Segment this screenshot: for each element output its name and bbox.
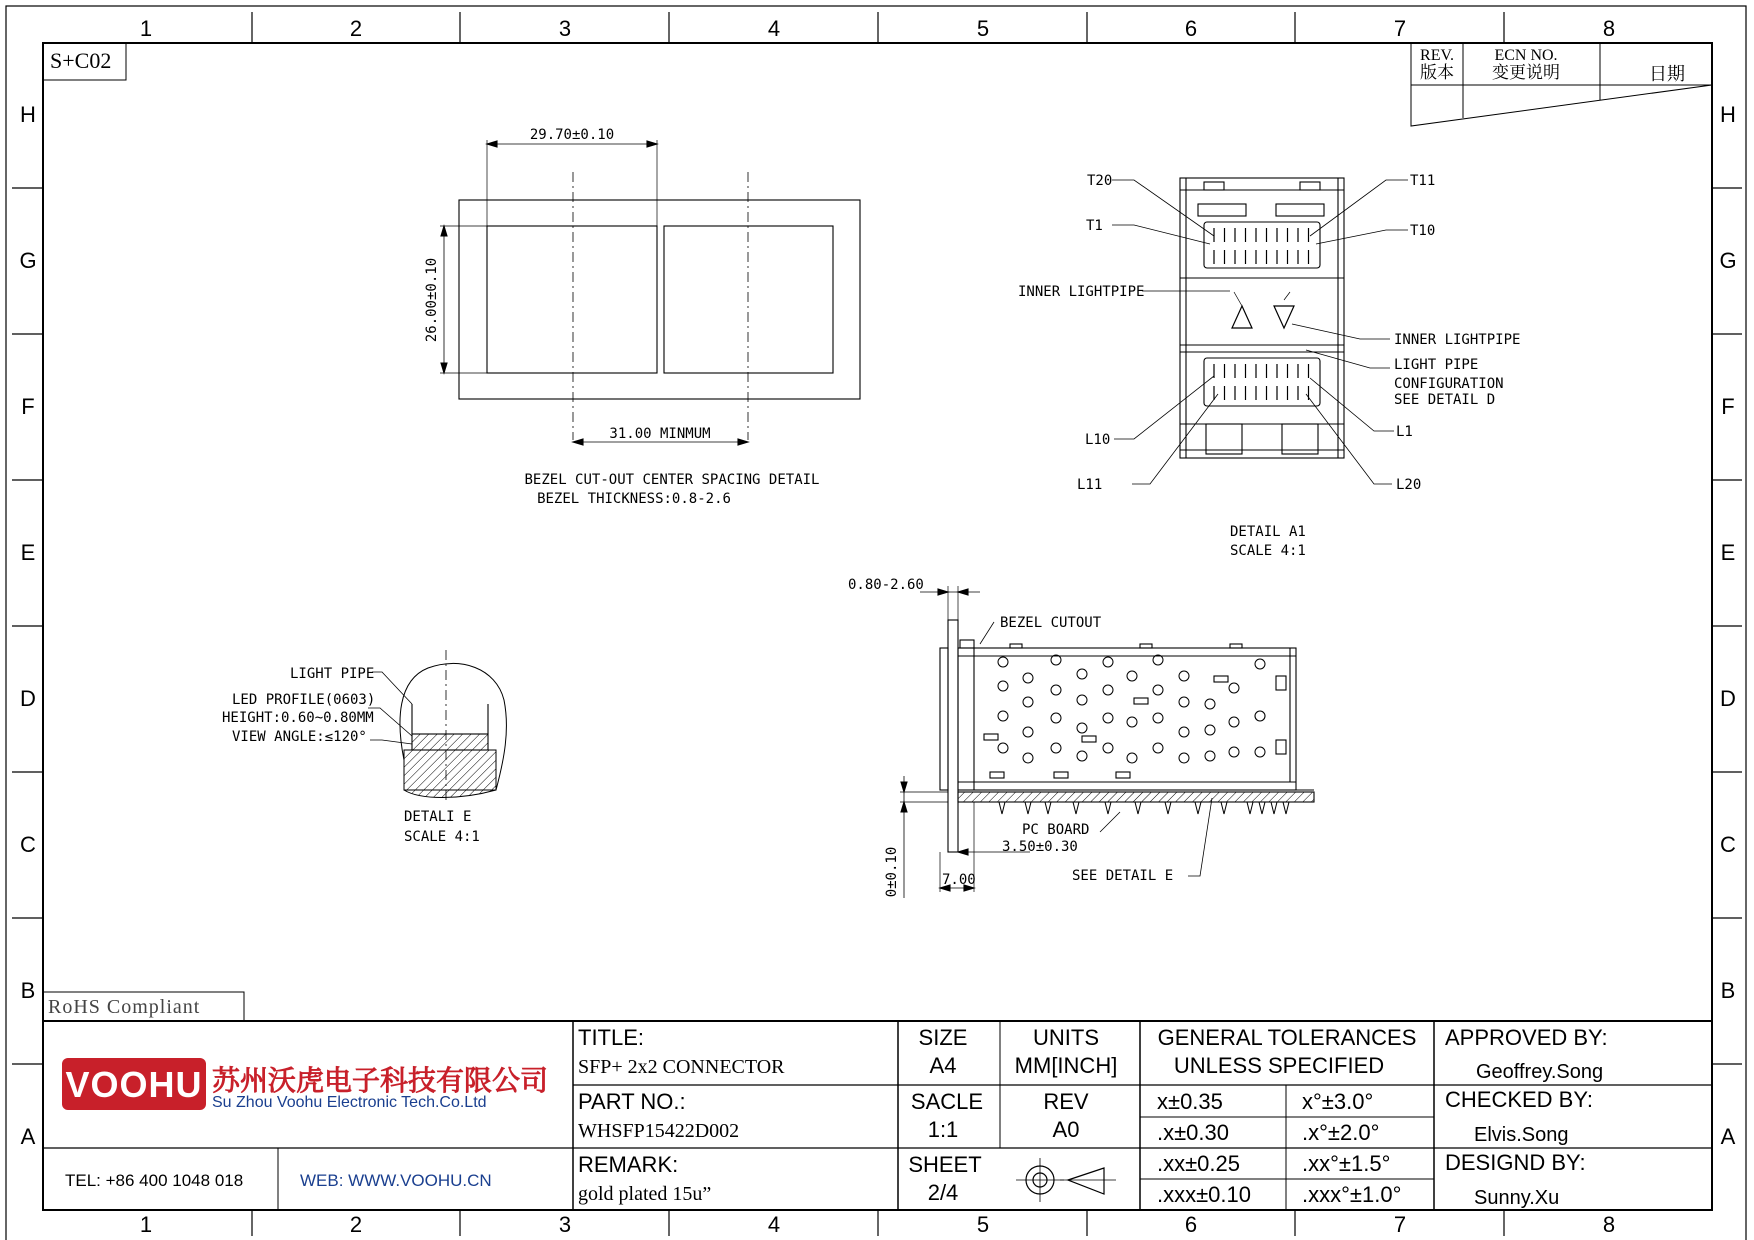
checked-label: CHECKED BY: bbox=[1445, 1087, 1593, 1112]
row-label: D bbox=[20, 686, 36, 711]
vent-hole bbox=[1077, 723, 1087, 733]
tolerance-cell: .xx°±1.5° bbox=[1302, 1151, 1391, 1176]
see-detail-e: SEE DETAIL E bbox=[1072, 868, 1174, 884]
col-label: 5 bbox=[976, 16, 990, 41]
press-fit-pin bbox=[1195, 802, 1201, 814]
tolerance-cell: x°±3.0° bbox=[1302, 1089, 1374, 1114]
ecn-label: ECN NO. bbox=[1494, 47, 1558, 64]
light-pipe-label: LIGHT PIPE bbox=[290, 666, 375, 682]
corner-tag: S+C02 bbox=[50, 48, 112, 73]
tolerance-cell: .x±0.30 bbox=[1157, 1120, 1230, 1145]
led-profile-label: LED PROFILE(0603) bbox=[232, 692, 376, 708]
outer-border bbox=[6, 6, 1746, 1240]
vent-hole bbox=[1023, 673, 1033, 683]
vent-hole bbox=[1153, 713, 1163, 723]
title-label: TITLE: bbox=[578, 1025, 645, 1050]
detail-e-scale: SCALE 4:1 bbox=[404, 829, 480, 845]
press-fit-pin bbox=[999, 802, 1005, 814]
scale-label: SACLE bbox=[910, 1089, 984, 1114]
row-label: A bbox=[20, 1124, 36, 1149]
light-pipe-config-2: CONFIGURATION bbox=[1394, 376, 1504, 392]
approved-value: Geoffrey.Song bbox=[1476, 1061, 1604, 1083]
vent-hole bbox=[1103, 685, 1113, 695]
checked-value: Elvis.Song bbox=[1474, 1124, 1569, 1146]
col-label: 1 bbox=[139, 16, 153, 41]
company-web[interactable]: WEB: WWW.VOOHU.CN bbox=[300, 1171, 492, 1190]
tolerance-cell: .x°±2.0° bbox=[1302, 1120, 1380, 1145]
bezel-spacing-dim: 31.00 MINMUM bbox=[609, 426, 711, 442]
partno-label: PART NO.: bbox=[578, 1089, 686, 1114]
press-fit-pin bbox=[1105, 802, 1111, 814]
upper-top-pins bbox=[1214, 228, 1309, 242]
press-fit-pin bbox=[1221, 802, 1227, 814]
vent-hole bbox=[1103, 657, 1113, 667]
col-label: 8 bbox=[1602, 16, 1616, 41]
vent-hole bbox=[998, 681, 1008, 691]
vent-hole bbox=[998, 657, 1008, 667]
vent-hole bbox=[1205, 725, 1215, 735]
lower-top-pins bbox=[1214, 364, 1309, 378]
rev-label: REV bbox=[1043, 1089, 1089, 1114]
title-block-labels bbox=[578, 1025, 1608, 1209]
vent-hole bbox=[1077, 669, 1087, 679]
revision-block bbox=[1411, 43, 1712, 126]
pin-label-t20: T20 bbox=[1087, 173, 1113, 189]
vent-hole bbox=[1077, 751, 1087, 761]
light-pipe-config-3: SEE DETAIL D bbox=[1394, 392, 1496, 408]
detail-e-caption: DETALI E bbox=[404, 809, 472, 825]
title-value: SFP+ 2x2 CONNECTOR bbox=[578, 1056, 785, 1078]
side-view-labels bbox=[848, 577, 1173, 897]
lower-bottom-pins bbox=[1214, 386, 1309, 400]
rev-label-cn: 版本 bbox=[1420, 63, 1454, 82]
press-fit-pin bbox=[1259, 802, 1265, 814]
col-label: 6 bbox=[1184, 16, 1198, 41]
col-label: 2 bbox=[349, 1212, 363, 1237]
row-label: E bbox=[1720, 540, 1736, 565]
company-name-cn: 苏州沃虎电子科技有限公司 bbox=[212, 1065, 549, 1096]
designed-value: Sunny.Xu bbox=[1474, 1187, 1560, 1209]
row-label: B bbox=[20, 978, 36, 1003]
company-name-en: Su Zhou Voohu Electronic Tech.Co.Ltd bbox=[212, 1094, 487, 1111]
remark-value: gold plated 15u” bbox=[578, 1183, 712, 1205]
row-label: D bbox=[1720, 686, 1736, 711]
vent-hole bbox=[1153, 743, 1163, 753]
col-label: 2 bbox=[349, 16, 363, 41]
pin-label-l20: L20 bbox=[1396, 477, 1422, 493]
row-label: G bbox=[19, 248, 37, 273]
bezel-thickness-dim: 0.80-2.60 bbox=[848, 577, 924, 593]
vent-hole bbox=[1051, 713, 1061, 723]
column-ticks bbox=[12, 12, 1742, 1236]
vent-hole bbox=[1023, 697, 1033, 707]
press-fit-pin bbox=[1283, 802, 1289, 814]
row-label: E bbox=[20, 540, 36, 565]
ecn-label-cn: 变更说明 bbox=[1492, 63, 1560, 82]
vent-hole bbox=[1103, 743, 1113, 753]
press-fit-pin bbox=[1135, 802, 1141, 814]
vent-hole bbox=[1255, 659, 1265, 669]
voohu-logo: VOOHU bbox=[65, 1064, 203, 1105]
col-label: 3 bbox=[558, 1212, 572, 1237]
press-fit-pin bbox=[1045, 802, 1051, 814]
tolerance-title: GENERAL TOLERANCES bbox=[1157, 1025, 1417, 1050]
vent-hole bbox=[1023, 727, 1033, 737]
rev-value: A0 bbox=[1052, 1117, 1080, 1142]
bezel-width-dim: 29.70±0.10 bbox=[529, 127, 615, 143]
pin-label-t10: T10 bbox=[1410, 223, 1436, 239]
upper-bottom-pins bbox=[1214, 250, 1309, 264]
vent-hole bbox=[998, 743, 1008, 753]
vertical-dim: 0±0.10 bbox=[884, 846, 900, 898]
row-label: F bbox=[21, 394, 35, 419]
detail-a1-scale: SCALE 4:1 bbox=[1230, 543, 1306, 559]
tolerance-cell: .xx±0.25 bbox=[1157, 1151, 1241, 1176]
units-value: MM[INCH] bbox=[1014, 1053, 1118, 1078]
remark-label: REMARK: bbox=[578, 1152, 679, 1177]
row-label: G bbox=[1719, 248, 1737, 273]
approved-label: APPROVED BY: bbox=[1445, 1025, 1608, 1050]
col-label: 7 bbox=[1393, 1212, 1407, 1237]
detail-a1-leaders bbox=[1112, 180, 1408, 484]
press-fit-pin bbox=[1271, 802, 1277, 814]
dim-7: 7.00 bbox=[942, 872, 976, 888]
pc-board-label: PC BOARD bbox=[1022, 822, 1090, 838]
tolerance-cell: .xxx±0.10 bbox=[1157, 1182, 1252, 1207]
company-tel: TEL: +86 400 1048 018 bbox=[65, 1171, 244, 1190]
row-label: B bbox=[1720, 978, 1736, 1003]
vent-hole bbox=[1127, 753, 1137, 763]
tolerance-subtitle: UNLESS SPECIFIED bbox=[1173, 1053, 1385, 1078]
size-value: A4 bbox=[929, 1053, 957, 1078]
bezel-caption: BEZEL CUT-OUT CENTER SPACING DETAIL bbox=[524, 472, 820, 488]
pcb-dim: 3.50±0.30 bbox=[1002, 839, 1078, 855]
col-label: 6 bbox=[1184, 1212, 1198, 1237]
sheet-value: 2/4 bbox=[927, 1180, 959, 1205]
vent-hole bbox=[1127, 717, 1137, 727]
detail-a1-view bbox=[1180, 178, 1344, 458]
row-label: H bbox=[20, 102, 36, 127]
press-fit-pin bbox=[1025, 802, 1031, 814]
bezel-thickness: BEZEL THICKNESS:0.8-2.6 bbox=[537, 491, 731, 507]
row-label: H bbox=[1720, 102, 1736, 127]
units-label: UNITS bbox=[1033, 1025, 1099, 1050]
vent-hole bbox=[1229, 683, 1239, 693]
inner-lightpipe-left: INNER LIGHTPIPE bbox=[1018, 284, 1145, 300]
detail-e-view bbox=[368, 650, 506, 800]
led-height-label: HEIGHT:0.60~0.80MM bbox=[222, 710, 374, 726]
col-label: 1 bbox=[139, 1212, 153, 1237]
side-view-press-pins bbox=[999, 802, 1289, 814]
tolerance-cell: .xxx°±1.0° bbox=[1302, 1182, 1402, 1207]
vent-hole bbox=[1205, 699, 1215, 709]
vent-hole bbox=[1023, 753, 1033, 763]
pin-label-t11: T11 bbox=[1410, 173, 1436, 189]
vent-hole bbox=[1103, 713, 1113, 723]
row-label: C bbox=[1720, 832, 1736, 857]
pin-label-l1: L1 bbox=[1396, 424, 1413, 440]
pin-label-t1: T1 bbox=[1086, 218, 1103, 234]
vent-hole bbox=[1153, 685, 1163, 695]
detail-a1-labels bbox=[1018, 173, 1520, 559]
view-angle-label: VIEW ANGLE:≤120° bbox=[232, 729, 367, 745]
inner-lightpipe-right: INNER LIGHTPIPE bbox=[1394, 332, 1521, 348]
detail-a1-caption: DETAIL A1 bbox=[1230, 524, 1306, 540]
vent-hole bbox=[1255, 747, 1265, 757]
vent-hole bbox=[1127, 671, 1137, 681]
vent-hole bbox=[1051, 743, 1061, 753]
side-view bbox=[900, 586, 1314, 898]
rohs-label: RoHS Compliant bbox=[48, 996, 201, 1018]
col-label: 5 bbox=[976, 1212, 990, 1237]
vent-hole bbox=[998, 711, 1008, 721]
vent-hole bbox=[1229, 747, 1239, 757]
light-pipe-config-1: LIGHT PIPE bbox=[1394, 357, 1479, 373]
projection-symbol-icon bbox=[1016, 1158, 1116, 1202]
press-fit-pin bbox=[1165, 802, 1171, 814]
side-view-vents bbox=[998, 655, 1265, 763]
pin-label-l11: L11 bbox=[1077, 477, 1103, 493]
col-label: 7 bbox=[1393, 16, 1407, 41]
press-fit-pin bbox=[1073, 802, 1079, 814]
vent-hole bbox=[1179, 753, 1189, 763]
row-label: C bbox=[20, 832, 36, 857]
bezel-height-dim: 26.00±0.10 bbox=[424, 257, 440, 343]
vent-hole bbox=[1179, 727, 1189, 737]
vent-hole bbox=[1051, 685, 1061, 695]
col-label: 3 bbox=[558, 16, 572, 41]
date-label-cn: 日期 bbox=[1649, 64, 1685, 84]
size-label: SIZE bbox=[918, 1025, 968, 1050]
pin-label-l10: L10 bbox=[1085, 432, 1111, 448]
row-label: A bbox=[1720, 1124, 1736, 1149]
bezel-cutout-view bbox=[440, 140, 860, 445]
vent-hole bbox=[1077, 695, 1087, 705]
tolerance-cell: x±0.35 bbox=[1157, 1089, 1223, 1114]
designed-label: DESIGND BY: bbox=[1445, 1150, 1586, 1175]
press-fit-pin bbox=[1247, 802, 1253, 814]
col-label: 8 bbox=[1602, 1212, 1616, 1237]
vent-hole bbox=[1179, 697, 1189, 707]
col-label: 4 bbox=[767, 1212, 781, 1237]
row-label: F bbox=[1721, 394, 1735, 419]
bezel-cutout-label: BEZEL CUTOUT bbox=[1000, 615, 1102, 631]
vent-hole bbox=[1179, 671, 1189, 681]
partno-value: WHSFP15422D002 bbox=[578, 1120, 740, 1142]
vent-hole bbox=[1229, 717, 1239, 727]
vent-hole bbox=[1205, 751, 1215, 761]
rev-label: REV. bbox=[1420, 47, 1454, 64]
scale-value: 1:1 bbox=[927, 1117, 959, 1142]
sheet-label: SHEET bbox=[908, 1152, 982, 1177]
col-label: 4 bbox=[767, 16, 781, 41]
